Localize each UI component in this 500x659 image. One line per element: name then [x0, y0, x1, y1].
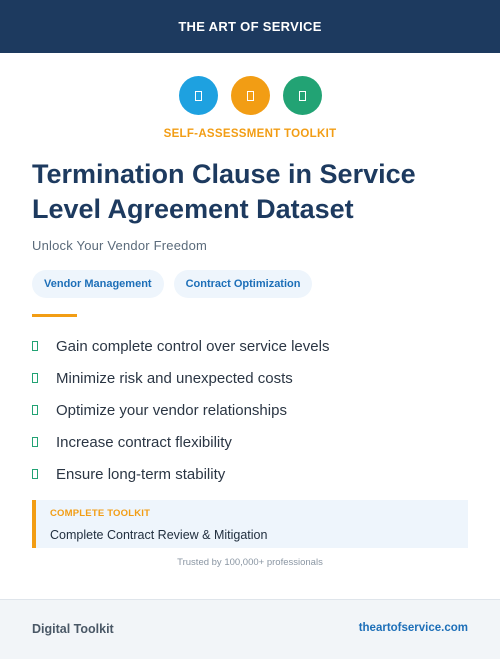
toolkit-kicker: SELF-ASSESSMENT TOOLKIT: [163, 128, 337, 140]
tag-contract-optimization: Contract Optimization: [174, 270, 313, 298]
page-title: Termination Clause in Service Level Agreement Dataset: [32, 159, 416, 224]
accent-divider: [32, 314, 77, 317]
footer-label: Digital Toolkit: [32, 622, 114, 636]
brand-name: THE ART OF SERVICE: [178, 19, 322, 34]
benefit-text: Gain complete control over service levels: [56, 337, 330, 355]
check-icon: [32, 437, 38, 447]
trusted-note: Trusted by 100,000+ professionals: [177, 557, 323, 568]
page-subtitle: Unlock Your Vendor Freedom: [32, 238, 208, 253]
document-icon-orange: [231, 76, 270, 115]
document-icon-green: [283, 76, 322, 115]
benefit-text: Optimize your vendor relationships: [56, 401, 287, 419]
callout-text: Complete Contract Review & Mitigation: [50, 528, 268, 542]
check-icon: [32, 405, 38, 415]
benefit-item: [32, 330, 329, 362]
document-icon-blue: [179, 76, 218, 115]
icon-row: [0, 76, 500, 115]
check-icon: [32, 469, 38, 479]
tag-vendor-management: Vendor Management: [32, 270, 164, 298]
benefit-item: [32, 458, 329, 490]
footer-bar: [0, 599, 500, 659]
toolkit-callout: [32, 500, 468, 548]
benefit-text: Ensure long-term stability: [56, 465, 226, 483]
benefit-item: [32, 426, 329, 458]
benefit-item: [32, 362, 329, 394]
benefit-list: [32, 330, 329, 490]
check-icon: [32, 341, 38, 351]
header-bar: [0, 0, 500, 53]
website-link[interactable]: theartofservice.com: [358, 622, 468, 634]
benefit-text: Increase contract flexibility: [56, 433, 232, 451]
callout-label: COMPLETE TOOLKIT: [50, 508, 151, 519]
benefit-text: Minimize risk and unexpected costs: [56, 369, 293, 387]
tag-list: [32, 270, 312, 298]
check-icon: [32, 373, 38, 383]
benefit-item: [32, 394, 329, 426]
